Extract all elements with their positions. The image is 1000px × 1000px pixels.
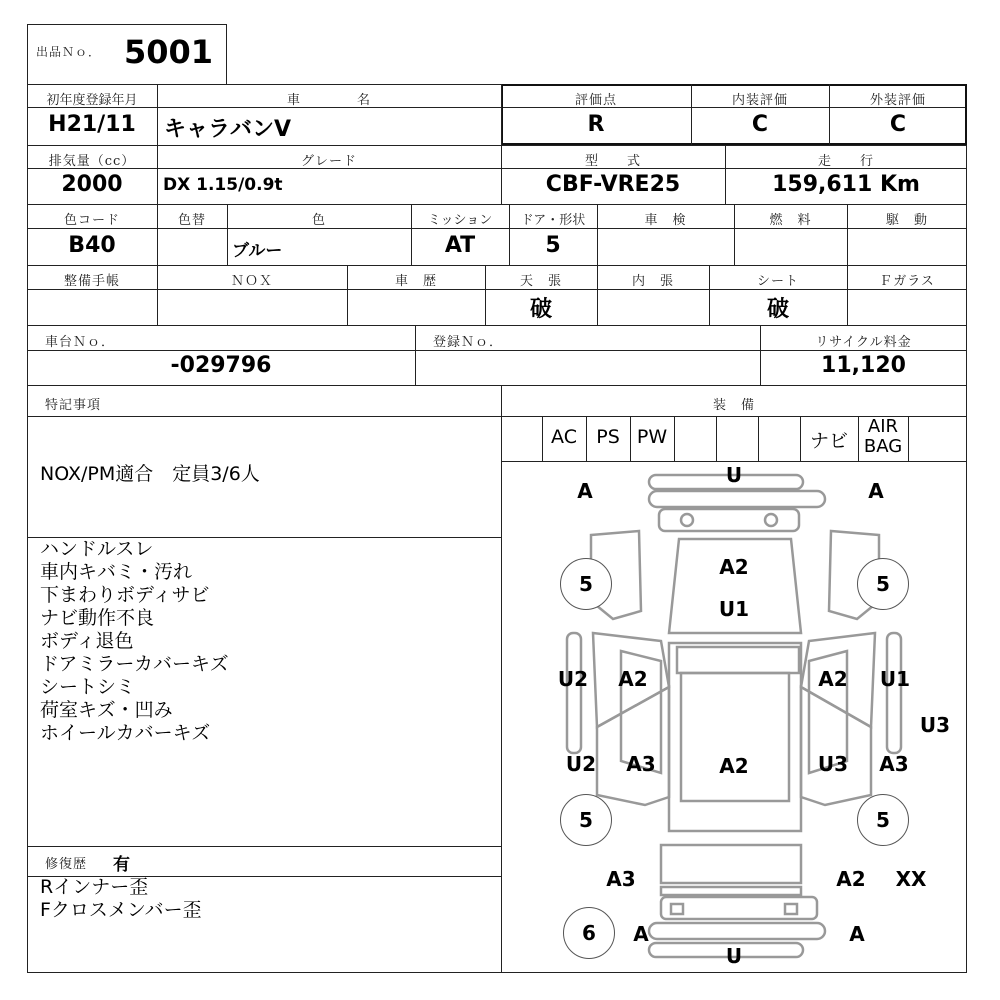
interior-score-label: 内装評価	[731, 93, 788, 108]
tire-front-left: 5	[560, 558, 612, 610]
seat-value: 破	[766, 297, 789, 322]
equipment-item-navi: ナビ	[809, 430, 848, 452]
ceiling-label: 天 張	[519, 274, 562, 289]
damage-mark-windshield: U1	[718, 597, 750, 621]
score-label: 評価点	[574, 93, 617, 108]
color-label: 色	[311, 213, 326, 228]
equipment-item-pw: PW	[636, 426, 668, 448]
damage-mark-right-mirror: U1	[879, 667, 911, 691]
damage-mark-left-mirror: U2	[557, 667, 589, 691]
chassis-value: -029796	[170, 353, 272, 378]
damage-mark-left-rear-panel: A3	[626, 752, 656, 776]
maintenance-label: 整備手帳	[63, 274, 120, 289]
remarks-label: 特記事項	[45, 398, 102, 413]
equipment-label: 装 備	[712, 398, 755, 413]
displacement-value: 2000	[61, 172, 123, 197]
nox-label: ＮＯＸ	[230, 274, 273, 289]
inspection-label: 車 検	[644, 213, 687, 228]
damage-mark-rear-right-corner: A	[849, 922, 865, 946]
damage-mark-right-front-door: A2	[818, 667, 848, 691]
car-name-label: 車 名	[286, 93, 371, 108]
repair-notes: Rインナー歪 Fクロスメンバー歪	[40, 876, 202, 921]
grade-value: DX 1.15/0.9t	[163, 175, 283, 195]
drive-label: 駆 動	[885, 213, 928, 228]
grade-label: グレード	[300, 154, 357, 169]
damage-mark-rear-left: A3	[606, 867, 636, 891]
fuel-label: 燃 料	[769, 213, 812, 228]
chassis-label: 車台Ｎｏ．	[45, 335, 116, 350]
damage-mark-front-left-corner: A	[577, 479, 593, 503]
tire-front-right: 5	[857, 558, 909, 610]
damage-mark-left-rocker: U2	[565, 752, 597, 776]
repair-history-label: 修復歴	[45, 857, 88, 872]
score-value: R	[587, 112, 605, 137]
registration-label: 登録Ｎｏ．	[433, 335, 504, 350]
recycle-label: リサイクル料金	[815, 335, 912, 350]
damage-mark-hood: A2	[719, 555, 749, 579]
lot-number: 5001	[124, 33, 214, 71]
damage-mark-roof: A2	[719, 754, 749, 778]
mission-value: AT	[444, 233, 476, 258]
damage-mark-front-right-corner: A	[868, 479, 884, 503]
displacement-label: 排気量（cc）	[48, 154, 136, 169]
equipment-grid	[501, 416, 967, 461]
damage-mark-rear-left-corner: A	[633, 922, 649, 946]
lot-number-label: 出品Ｎｏ．	[36, 45, 102, 59]
exterior-score-label: 外装評価	[869, 93, 926, 108]
glass-label: Ｆガラス	[879, 274, 935, 289]
damage-mark-left-front-door: A2	[618, 667, 648, 691]
door-value: 5	[545, 233, 561, 258]
equipment-item-ac: AC	[551, 426, 577, 448]
mission-label: ミッション	[427, 213, 493, 228]
exterior-score-value: C	[889, 112, 907, 137]
seat-label: シート	[756, 274, 799, 289]
mileage-value: 159,611 Km	[772, 172, 920, 197]
model-label: 型 式	[584, 154, 641, 169]
car-name-value: キャラバンV	[164, 117, 292, 142]
remarks-notes: ハンドルスレ 車内キバミ・汚れ 下まわりボディサビ ナビ動作不良 ボディ退色 ドアミラーカバーキズ シートシミ 荷室キズ・凹み ホイールカバーキズ	[40, 538, 229, 744]
car-diagram	[501, 461, 967, 973]
equipment-item-ps: PS	[596, 426, 620, 448]
door-label: ドア・形状	[520, 213, 586, 228]
damage-mark-rear-bumper: U	[725, 944, 743, 968]
color-code-label: 色コード	[63, 213, 120, 228]
repaint-label: 色替	[177, 213, 206, 228]
history-label: 車 歴	[394, 274, 437, 289]
repair-history-value: 有	[113, 855, 130, 875]
damage-mark-right-rear-panel: U3	[817, 752, 849, 776]
tire-rear-left: 5	[560, 794, 612, 846]
remarks-top-note: NOX/PM適合 定員3/6人	[40, 463, 260, 485]
first-reg-label: 初年度登録年月	[46, 93, 138, 108]
spare-tire: 6	[563, 907, 615, 959]
interior-trim-label: 内 張	[631, 274, 674, 289]
ceiling-value: 破	[529, 297, 552, 322]
damage-mark-rear-right: A2	[836, 867, 866, 891]
lot-number-box	[27, 24, 227, 84]
damage-mark-front-bumper: U	[725, 463, 743, 487]
equipment-item-airbag: AIR BAG	[863, 416, 903, 457]
interior-score-value: C	[751, 112, 769, 137]
color-value: ブルー	[232, 241, 283, 261]
recycle-value: 11,120	[821, 353, 906, 378]
damage-mark-right-rocker: A3	[879, 752, 909, 776]
color-code-value: B40	[68, 233, 116, 258]
first-reg-value: H21/11	[48, 112, 136, 137]
tire-rear-right: 5	[857, 794, 909, 846]
mileage-label: 走 行	[817, 154, 874, 169]
model-value: CBF-VRE25	[545, 172, 681, 197]
damage-mark-rear-right-extra: XX	[895, 867, 927, 891]
damage-mark-right-side: U3	[919, 713, 951, 737]
